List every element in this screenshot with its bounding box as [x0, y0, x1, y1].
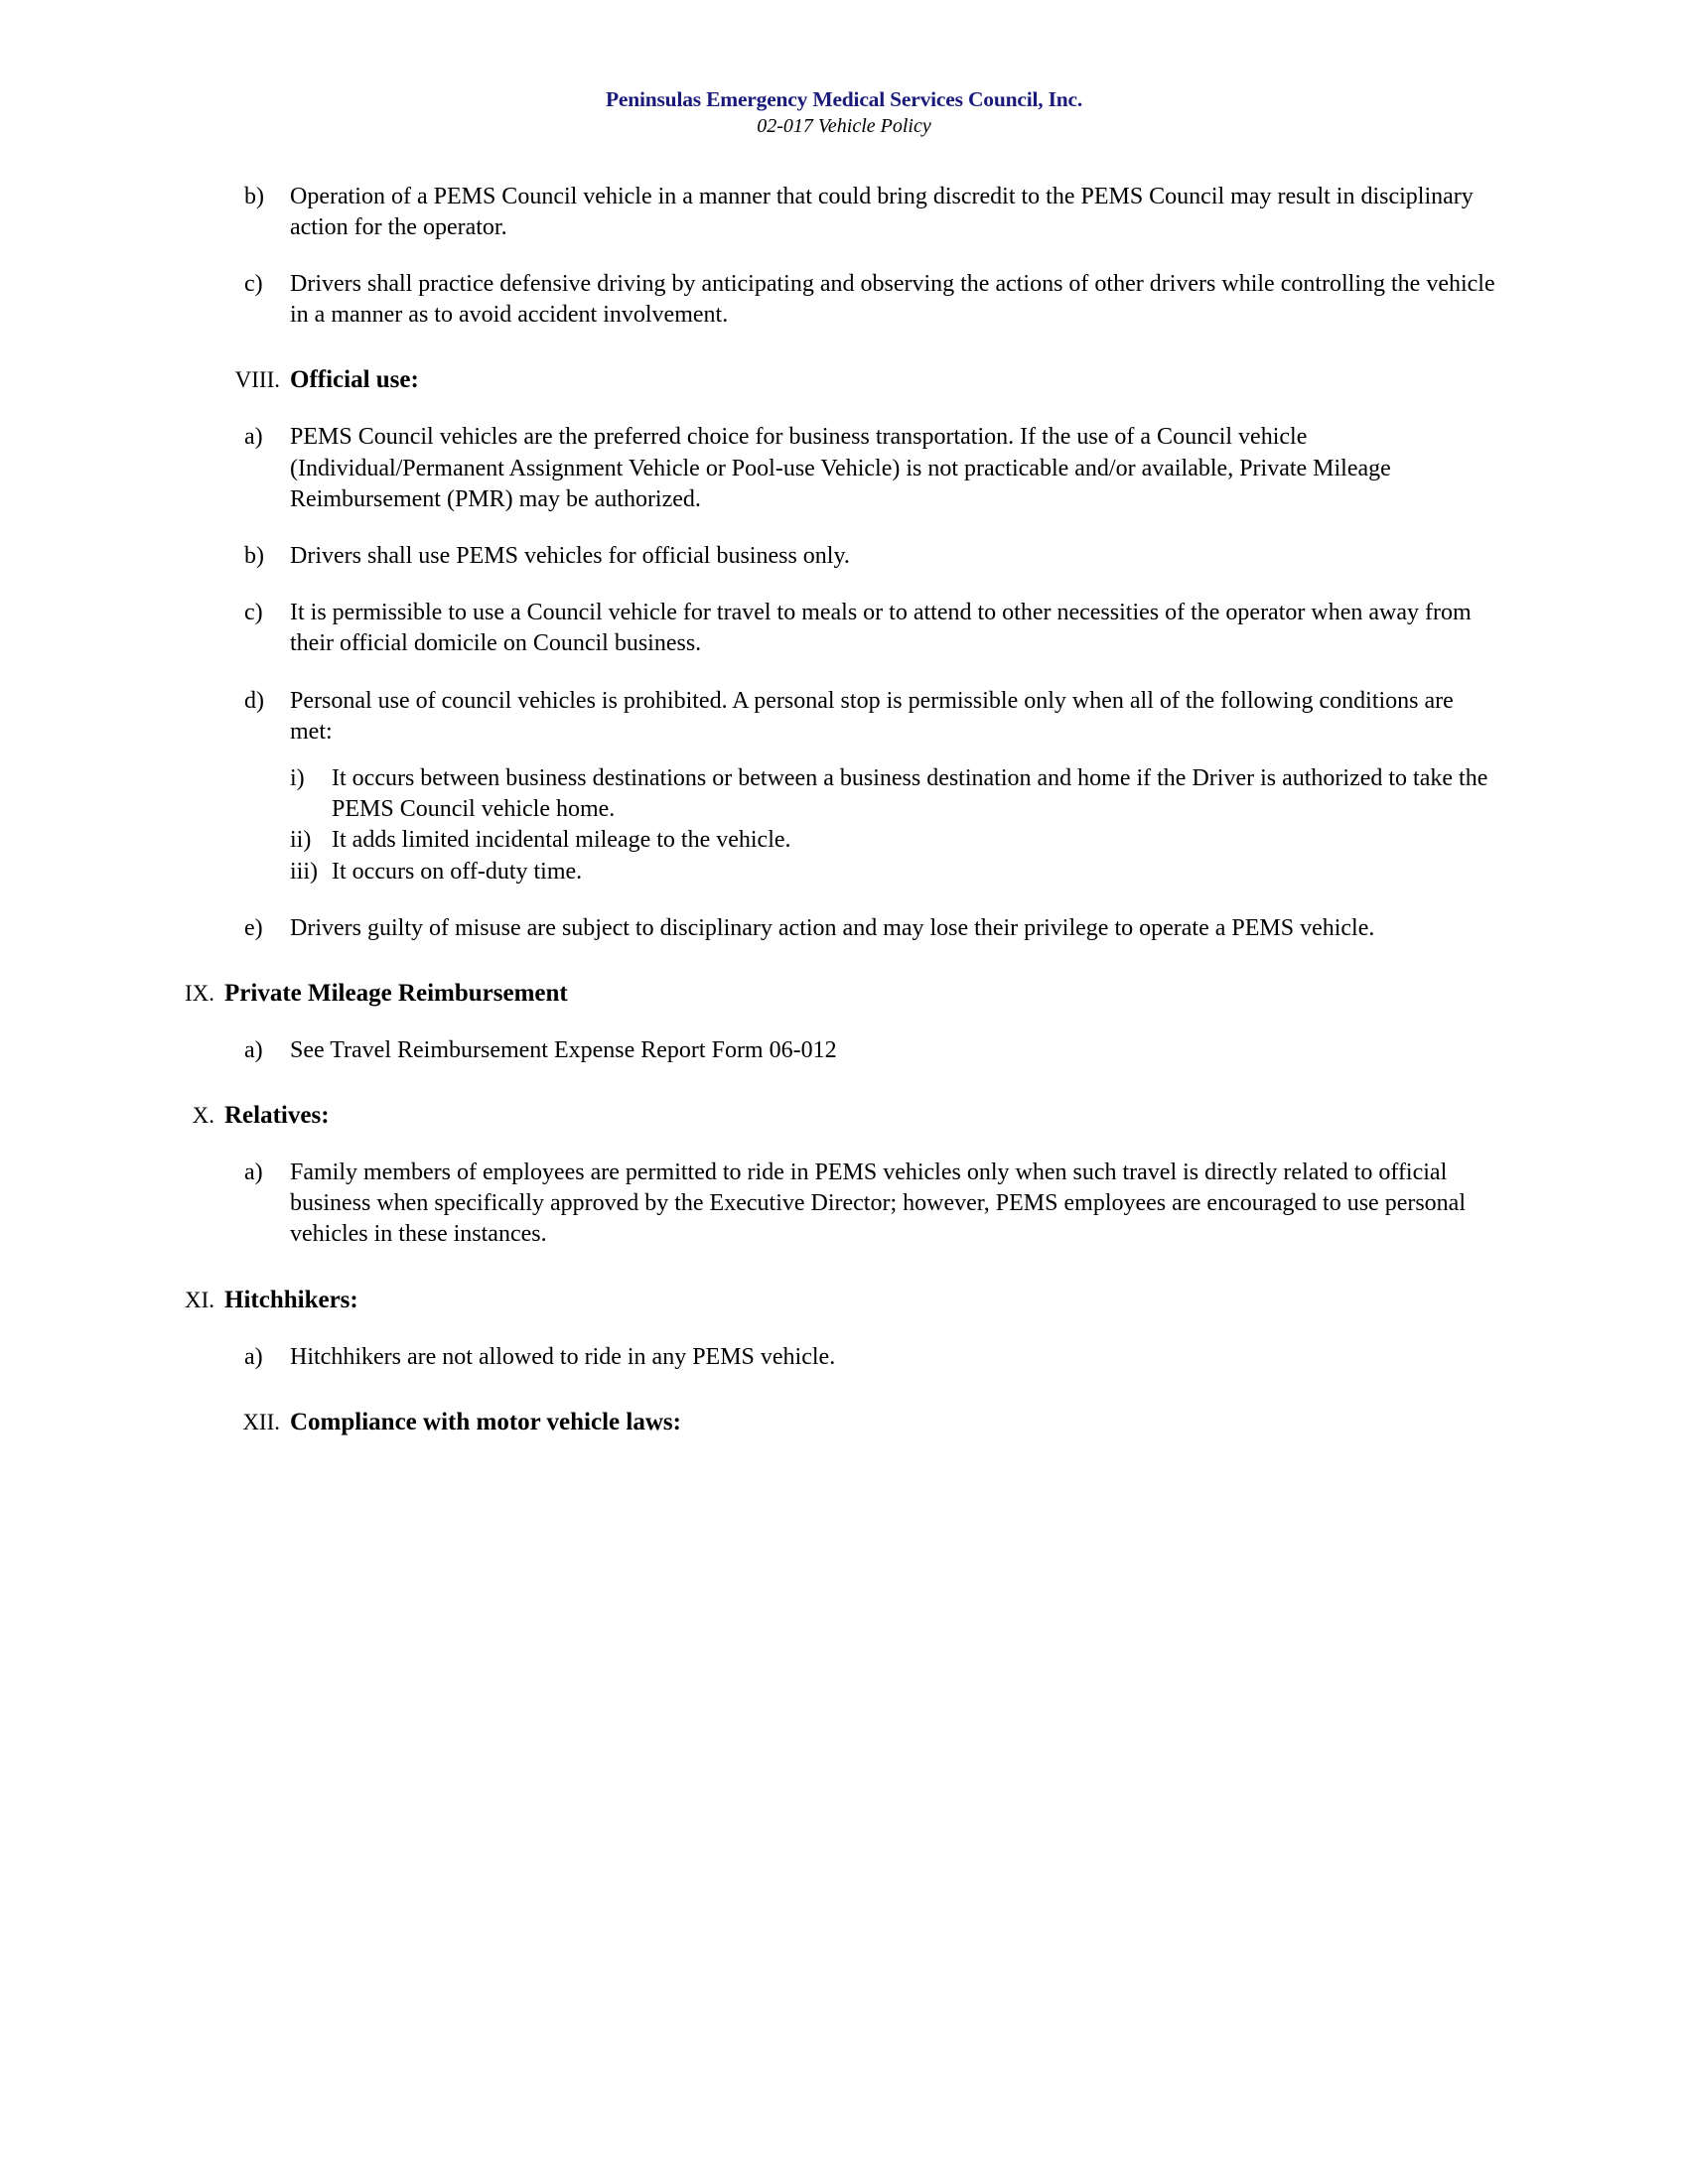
section-title: Hitchhikers:: [224, 1286, 358, 1313]
sub-list-text: It occurs between business destinations or between a business destination and home if the Driver is authorized to take the PEMS Council vehicle home.: [332, 764, 1488, 823]
document-header: [0, 0, 1688, 138]
list-text: Drivers guilty of misuse are subject to disciplinary action and may lose their privilege to operate a PEMS vehicle.: [290, 914, 1375, 941]
section-title: Relatives:: [224, 1102, 330, 1130]
list-item: [244, 1158, 1499, 1251]
list-item: [244, 1342, 1499, 1373]
section-title: Private Mileage Reimbursement: [224, 979, 568, 1007]
list-text: See Travel Reimbursement Expense Report Form 06-012: [290, 1036, 837, 1063]
list-text: Drivers shall practice defensive driving by anticipating and observing the actions of other drivers while controlling the vehicle in a manner as to avoid accident involvement.: [290, 271, 1495, 329]
sub-list-marker: i): [290, 764, 305, 791]
section-heading-viii: [171, 364, 1499, 396]
list-text: Hitchhikers are not allowed to ride in any PEMS vehicle.: [290, 1343, 836, 1370]
section-heading-ix: [171, 978, 1499, 1010]
section-heading-xii: [171, 1407, 1499, 1438]
organization-title: Peninsulas Emergency Medical Services Council, Inc.: [605, 87, 1083, 111]
list-marker: b): [244, 183, 264, 209]
list-item: [244, 422, 1499, 515]
list-text: Family members of employees are permitted to ride in PEMS vehicles only when such travel is directly related to official business when specifically approved by the Executive Director; however, PEMS employees are encouraged to use personal vehicles in these instances.: [290, 1160, 1466, 1248]
list-item: [244, 182, 1499, 243]
document-body: [184, 182, 1499, 1438]
list-marker: c): [244, 600, 263, 626]
list-marker: e): [244, 914, 263, 941]
list-marker: a): [244, 1343, 263, 1370]
section-numeral: XII.: [242, 1409, 280, 1434]
sub-list-text: It adds limited incidental mileage to the vehicle.: [332, 827, 791, 854]
list-marker: d): [244, 687, 264, 714]
list-marker: b): [244, 543, 264, 570]
section-title: Official use:: [290, 366, 419, 394]
list-text: Personal use of council vehicles is prohibited. A personal stop is permissible only when all of the following conditions are met:: [290, 687, 1454, 745]
list-text: PEMS Council vehicles are the preferred choice for business transportation. If the use of a Council vehicle (Individual/Permanent Assignment Vehicle or Pool-use Vehicle) is not practicable and/or available, Private Mileage Reimbursement (PMR) may be authorized.: [290, 424, 1391, 512]
list-text: Operation of a PEMS Council vehicle in a manner that could bring discredit to the PEMS Council may result in disciplinary action for the operator.: [290, 183, 1474, 240]
section-numeral: IX.: [184, 980, 214, 1006]
sub-list-marker: ii): [290, 827, 312, 854]
sub-list-item: [290, 763, 1499, 825]
sub-list-item: [290, 825, 1499, 856]
section-heading-xi: [171, 1285, 1499, 1316]
section-numeral: XI.: [184, 1287, 214, 1312]
list-item: [244, 541, 1499, 572]
sub-list-marker: iii): [290, 858, 318, 885]
list-text: Drivers shall use PEMS vehicles for official business only.: [290, 543, 850, 570]
list-item: [244, 269, 1499, 331]
sub-list: [290, 763, 1499, 887]
section-numeral: X.: [192, 1103, 214, 1129]
section-numeral: VIII.: [234, 367, 280, 393]
sub-list-item: [290, 857, 1499, 887]
list-item: [244, 913, 1499, 944]
list-item: [244, 598, 1499, 659]
section-heading-x: [171, 1100, 1499, 1132]
section-title: Compliance with motor vehicle laws:: [290, 1408, 681, 1435]
list-item: [244, 686, 1499, 748]
list-item: [244, 1035, 1499, 1066]
list-marker: a): [244, 1160, 263, 1186]
document-subtitle: 02-017 Vehicle Policy: [757, 114, 931, 137]
list-marker: a): [244, 1036, 263, 1063]
list-marker: c): [244, 271, 263, 298]
list-text: It is permissible to use a Council vehicle for travel to meals or to attend to other necessities of the operator when away from their official domicile on Council business.: [290, 600, 1472, 657]
sub-list-text: It occurs on off-duty time.: [332, 858, 583, 885]
list-marker: a): [244, 424, 263, 451]
